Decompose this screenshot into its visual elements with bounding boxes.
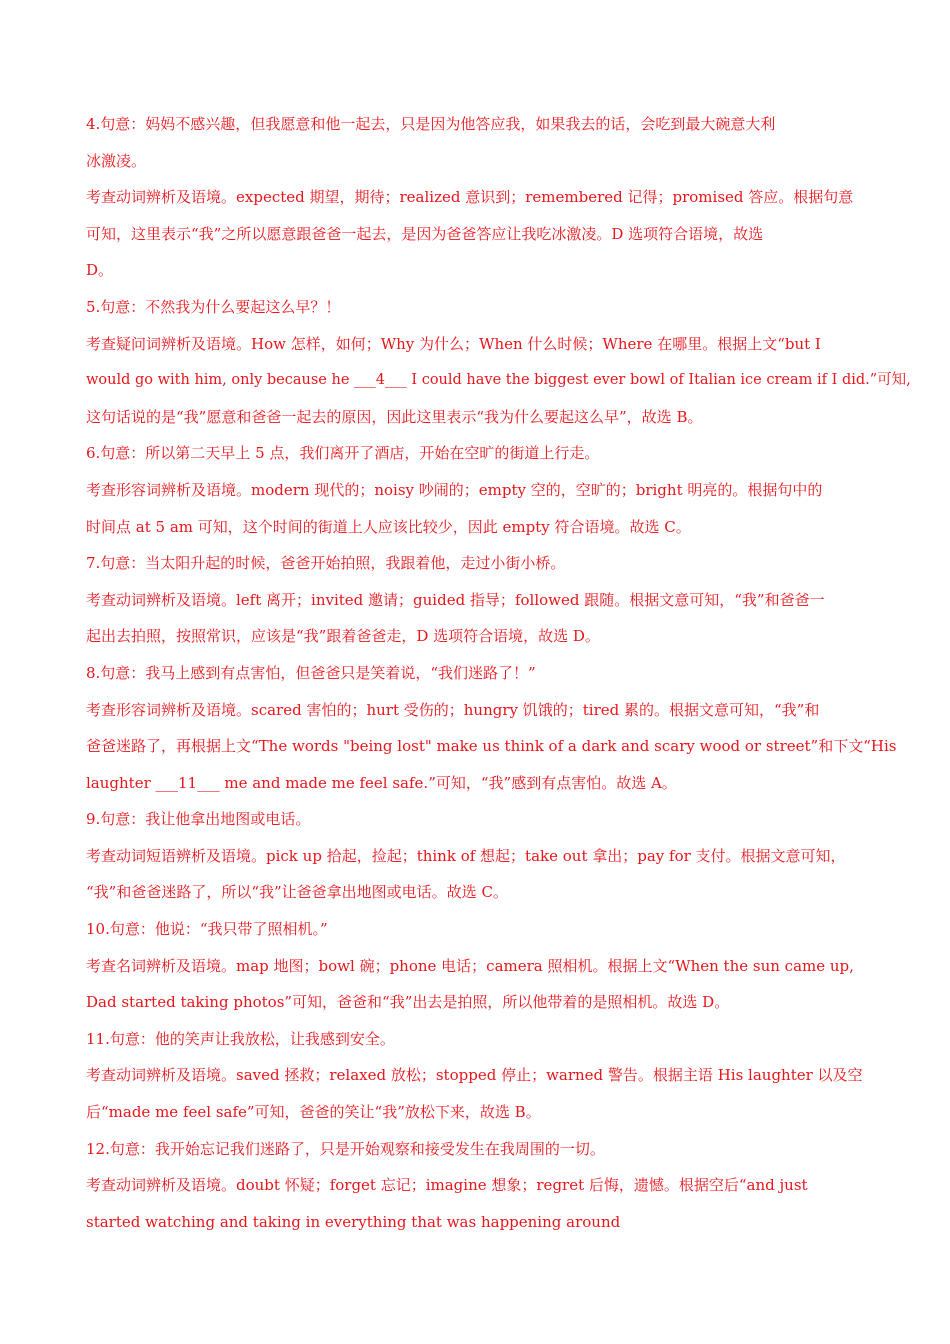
text-line-q4-answer: D。 xyxy=(86,261,114,280)
text-line-q5-answer: 这句话说的是“我”愿意和爸爸一起去的原因，因此这里表示“我为什么要起这么早”，故选 B。 xyxy=(86,407,703,426)
text-line-q8-analysis: 考查形容词辨析及语境。scared 害怕的；hurt 受伤的；hungry 饥饿的；tired 累的。根据文意可知，“我”和 xyxy=(86,700,820,719)
text-line-q7-sentence: 7.句意：当太阳升起的时候，爸爸开始拍照，我跟着他，走过小街小桥。 xyxy=(86,554,566,573)
text-line-q10-analysis: 考查名词辨析及语境。map 地图；bowl 碗；phone 电话；camera 照相机。根据上文“When the sun came up, xyxy=(86,956,854,975)
text-line-q5-quote: would go with him, only because he ___4___ I could have the biggest ever bowl of Italian ice cream if I did.”可知, xyxy=(86,372,911,389)
text-line-q7-answer: 起出去拍照，按照常识，应该是“我”跟着爸爸走，D 选项符合语境，故选 D。 xyxy=(86,627,600,646)
text-line-q6-answer: 时间点 at 5 am 可知，这个时间的街道上人应该比较少，因此 empty 符合语境。故选 C。 xyxy=(86,517,691,536)
text-line-q11-answer: 后“made me feel safe”可知，爸爸的笑让“我”放松下来，故选 B。 xyxy=(86,1103,541,1122)
text-line-q4-sentence: 4.句意：妈妈不感兴趣，但我愿意和他一起去，只是因为他答应我，如果我去的话，会吃到最大碗意大利 xyxy=(86,115,776,133)
text-line-q5-sentence: 5.句意：不然我为什么要起这么早？！ xyxy=(86,297,341,316)
answer-explanations xyxy=(86,106,911,1240)
text-line-q8-answer: laughter ___11___ me and made me feel safe.”可知，“我”感到有点害怕。故选 A。 xyxy=(86,773,677,792)
text-line-q6-analysis: 考查形容词辨析及语境。modern 现代的；noisy 吵闹的；empty 空的，空旷的；bright 明亮的。根据句中的 xyxy=(86,480,823,499)
text-line-q10-answer: Dad started taking photos”可知，爸爸和“我”出去是拍照，所以他带着的是照相机。故选 D。 xyxy=(86,993,730,1012)
text-line-q12-analysis: 考查动词辨析及语境。doubt 怀疑；forget 忘记；imagine 想象；regret 后悔，遗憾。根据空后“and just xyxy=(86,1176,808,1195)
text-line-q4-analysis-cont: 可知，这里表示“我”之所以愿意跟爸爸一起去，是因为爸爸答应让我吃冰激凌。D 选项符合语境，故选 xyxy=(86,224,764,243)
text-line-q5-analysis: 考查疑问词辨析及语境。How 怎样，如何；Why 为什么；When 什么时候；Where 在哪里。根据上文“but I xyxy=(86,334,821,353)
text-line-q10-sentence: 10.句意：他说：“我只带了照相机。” xyxy=(86,920,328,939)
text-line-q8-quote: 爸爸迷路了，再根据上文“The words "being lost" make us think of a dark and scary wood or street”和下文“His xyxy=(86,737,897,756)
text-line-q9-answer: “我”和爸爸迷路了，所以“我”让爸爸拿出地图或电话。故选 C。 xyxy=(86,883,508,902)
text-line-q11-analysis: 考查动词辨析及语境。saved 拯救；relaxed 放松；stopped 停止；warned 警告。根据主语 His laughter 以及空 xyxy=(86,1066,863,1085)
text-line-q9-analysis: 考查动词短语辨析及语境。pick up 拾起，捡起；think of 想起；take out 拿出；pay for 支付。根据文意可知， xyxy=(86,846,846,865)
text-line-q6-sentence: 6.句意：所以第二天早上 5 点，我们离开了酒店，开始在空旷的街道上行走。 xyxy=(86,444,600,463)
text-line-q4-sentence-cont: 冰激凌。 xyxy=(86,151,147,170)
text-line-q12-quote: started watching and taking in everything that was happening around xyxy=(86,1212,621,1231)
text-line-q8-sentence: 8.句意：我马上感到有点害怕，但爸爸只是笑着说，“我们迷路了！” xyxy=(86,663,536,682)
text-line-q4-analysis: 考查动词辨析及语境。expected 期望，期待；realized 意识到；remembered 记得；promised 答应。根据句意 xyxy=(86,188,854,207)
text-line-q12-sentence: 12.句意：我开始忘记我们迷路了，只是开始观察和接受发生在我周围的一切。 xyxy=(86,1139,605,1158)
text-line-q7-analysis: 考查动词辨析及语境。left 离开；invited 邀请；guided 指导；followed 跟随。根据文意可知，“我”和爸爸一 xyxy=(86,590,825,609)
text-line-q9-sentence: 9.句意：我让他拿出地图或电话。 xyxy=(86,810,311,829)
text-line-q11-sentence: 11.句意：他的笑声让我放松，让我感到安全。 xyxy=(86,1029,395,1048)
